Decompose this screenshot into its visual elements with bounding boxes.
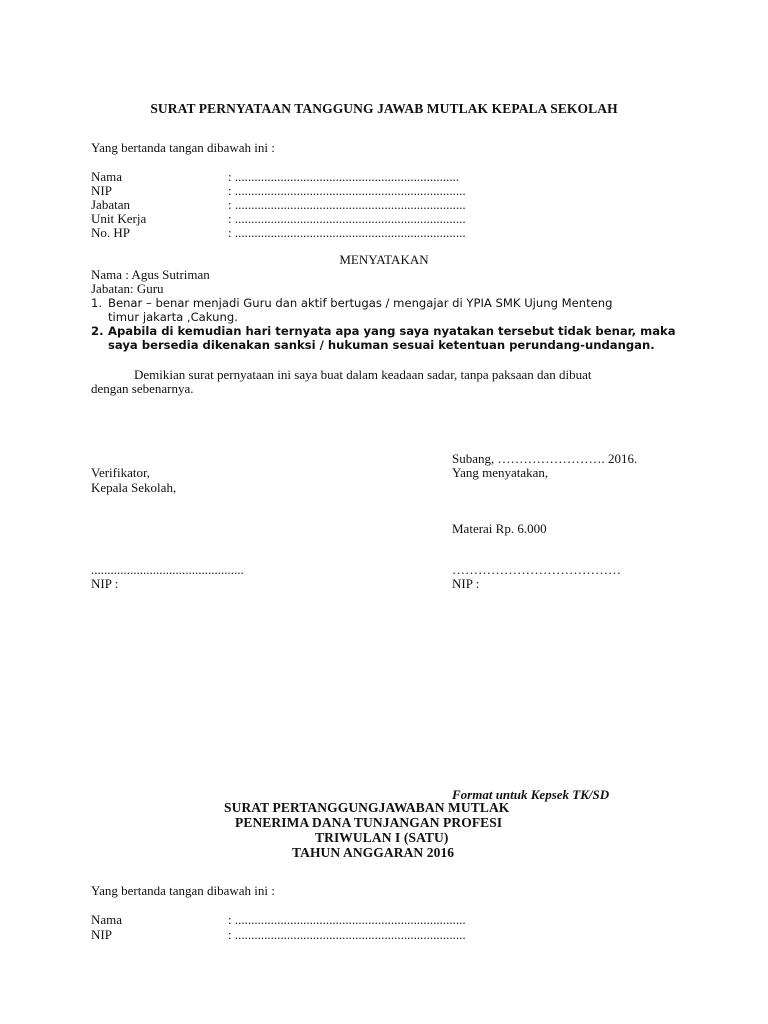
second-field-value-nama: : ....................................................................... <box>228 912 466 927</box>
verifier-nip: NIP : <box>91 576 119 591</box>
second-intro: Yang bertanda tangan dibawah ini : <box>91 883 275 898</box>
declarant-signature-line: ………………………………… <box>452 562 621 577</box>
field-label-no-hp: No. HP <box>91 225 131 240</box>
field-value-jabatan: : ....................................................................... <box>228 197 466 212</box>
stamp-note: Materai Rp. 6.000 <box>452 521 547 536</box>
second-title-line-2: PENERIMA DANA TUNJANGAN PROFESI <box>235 815 503 830</box>
statement-number-2: 2. <box>91 324 104 338</box>
declares-heading: MENYATAKAN <box>339 252 429 267</box>
verifier-role: Kepala Sekolah, <box>91 480 177 495</box>
person-position: Jabatan: Guru <box>91 281 164 296</box>
place-date: Subang, ……………………. 2016. <box>452 451 638 466</box>
statement-2-line2: saya bersedia dikenakan sanksi / hukuman sesuai ketentuan perundang-undangan. <box>108 338 655 352</box>
field-value-nip: : ....................................................................... <box>228 183 466 198</box>
second-title-line-3: TRIWULAN I (SATU) <box>315 830 449 845</box>
field-value-no-hp: : ....................................................................... <box>228 225 466 240</box>
second-title-line-1: SURAT PERTANGGUNGJAWABAN MUTLAK <box>224 800 510 815</box>
format-note: Format untuk Kepsek TK/SD <box>452 787 610 802</box>
closing-line-2: dengan sebenarnya. <box>91 381 194 396</box>
field-value-nama: : ..................................................................... <box>228 169 460 184</box>
field-label-jabatan: Jabatan <box>91 197 130 212</box>
statement-1-line2: timur jakarta ,Cakung. <box>108 310 238 324</box>
field-label-nip: NIP <box>91 183 112 198</box>
second-title-line-4: TAHUN ANGGARAN 2016 <box>292 845 455 860</box>
declarant-label: Yang menyatakan, <box>452 465 549 480</box>
second-field-label-nama: Nama <box>91 912 123 927</box>
person-name: Nama : Agus Sutriman <box>91 267 210 282</box>
field-label-nama: Nama <box>91 169 123 184</box>
statement-2-line1: Apabila di kemudian hari ternyata apa yang saya nyatakan tersebut tidak benar, maka <box>108 324 676 338</box>
closing-line-1: Demikian surat pernyataan ini saya buat dalam keadaan sadar, tanpa paksaan dan dibuat <box>134 367 592 382</box>
field-value-unit-kerja: : ....................................................................... <box>228 211 466 226</box>
declarant-nip: NIP : <box>452 576 480 591</box>
second-field-value-nip: : ....................................................................... <box>228 927 466 942</box>
intro-text: Yang bertanda tangan dibawah ini : <box>91 140 275 155</box>
statement-1-line1: Benar – benar menjadi Guru dan aktif bertugas / mengajar di YPIA SMK Ujung Menteng <box>108 296 613 310</box>
second-field-label-nip: NIP <box>91 927 112 942</box>
statement-number-1: 1. <box>91 296 103 310</box>
verifier-title: Verifikator, <box>91 465 151 480</box>
field-label-unit-kerja: Unit Kerja <box>91 211 147 226</box>
verifier-signature-line: ............................................... <box>91 562 244 577</box>
document-title: SURAT PERNYATAAN TANGGUNG JAWAB MUTLAK KEPALA SEKOLAH <box>150 101 618 116</box>
